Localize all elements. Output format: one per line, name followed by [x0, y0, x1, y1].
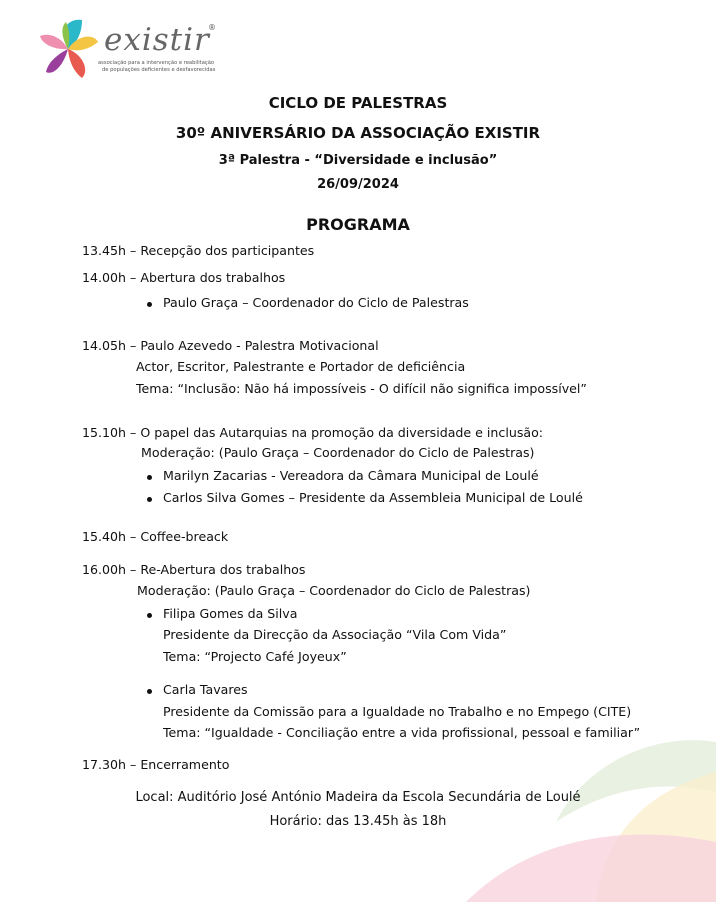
program-item-1400: 14.00h – Abertura dos trabalhos: [82, 270, 286, 285]
heading-cycle: CICLO DE PALESTRAS: [268, 94, 448, 112]
bullet-marilyn-zacarias: Marilyn Zacarias - Vereadora da Câmara Municipal de Loulé: [163, 468, 539, 483]
event-location: Local: Auditório José António Madeira da Escola Secundária de Loulé: [135, 790, 581, 805]
decorative-swoosh: [456, 712, 716, 902]
logo-wordmark: existir: [104, 22, 210, 58]
program-item-1730: 17.30h – Encerramento: [82, 757, 230, 772]
carla-role: Presidente da Comissão para a Igualdade no Trabalho e no Empego (CITE): [163, 704, 632, 719]
heading-program: PROGRAMA: [306, 215, 410, 234]
program-item-1510: 15.10h – O papel das Autarquias na promoção da diversidade e inclusão:: [82, 425, 544, 440]
logo-tagline-line-1: associação para a intervenção e reabilitação: [98, 60, 215, 66]
heading-talk: 3ª Palestra - “Diversidade e inclusão”: [218, 153, 498, 168]
logo-registered-mark: ®: [208, 23, 216, 32]
heading-date: 26/09/2024: [317, 177, 399, 192]
logo-tagline: [98, 60, 215, 74]
flower-logo-icon: [38, 16, 100, 82]
talk-theme-2: Tema: “Projecto Café Joyeux”: [163, 649, 347, 664]
bullet-carlos-silva-gomes: Carlos Silva Gomes – Presidente da Assembleia Municipal de Loulé: [163, 490, 583, 505]
program-item-1345: 13.45h – Recepção dos participantes: [82, 243, 315, 258]
talk-theme-1: Tema: “Inclusão: Não há impossíveis - O difícil não significa impossível”: [136, 381, 587, 396]
moderation-1: Moderação: (Paulo Graça – Coordenador do Ciclo de Palestras): [141, 445, 535, 460]
program-item-1540: 15.40h – Coffee-breack: [82, 529, 229, 544]
existir-logo: [38, 16, 228, 86]
speaker-description: Actor, Escritor, Palestrante e Portador de deficiência: [136, 359, 466, 374]
bullet-carla-tavares: Carla Tavares: [163, 682, 248, 697]
program-item-1405: 14.05h – Paulo Azevedo - Palestra Motivacional: [82, 338, 379, 353]
moderation-2: Moderação: (Paulo Graça – Coordenador do Ciclo de Palestras): [137, 583, 531, 598]
program-item-1600: 16.00h – Re-Abertura dos trabalhos: [82, 562, 306, 577]
filipa-role: Presidente da Direcção da Associação “Vila Com Vida”: [163, 627, 507, 642]
talk-theme-3: Tema: “Igualdade - Conciliação entre a vida profissional, pessoal e familiar”: [163, 725, 641, 740]
logo-tagline-line-2: de populações deficientes e desfavorecidas: [102, 67, 216, 73]
heading-anniversary: 30º ANIVERSÁRIO DA ASSOCIAÇÃO EXISTIR: [175, 124, 541, 142]
bullet-filipa-gomes-da-silva: Filipa Gomes da Silva: [163, 606, 298, 621]
event-schedule: Horário: das 13.45h às 18h: [269, 814, 447, 829]
bullet-paulo-graca: Paulo Graça – Coordenador do Ciclo de Palestras: [163, 295, 469, 310]
